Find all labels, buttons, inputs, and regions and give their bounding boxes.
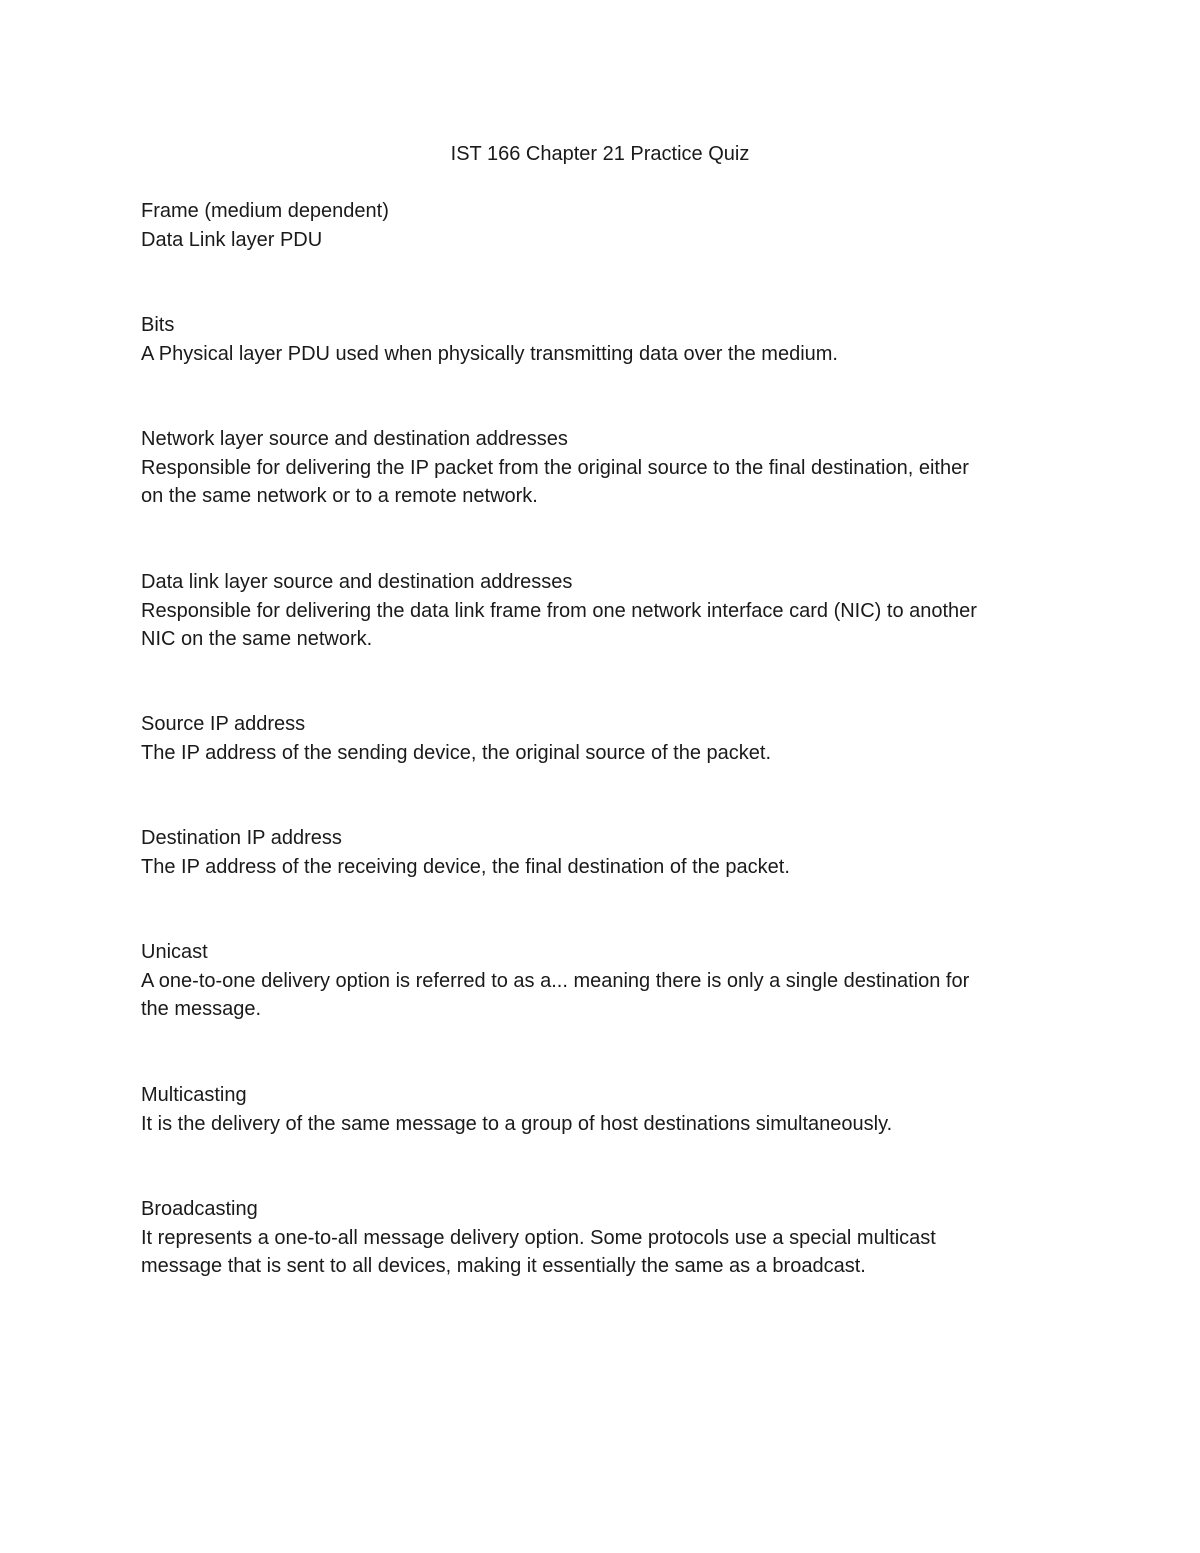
- entry-definition: It is the delivery of the same message to a group of host destinations simultaneously.: [141, 1112, 893, 1135]
- quiz-entry: [141, 824, 1061, 881]
- quiz-entry: [141, 311, 1061, 368]
- entry-term: Broadcasting: [141, 1198, 258, 1220]
- quiz-entry: [141, 1081, 1061, 1138]
- quiz-entry: [141, 197, 1061, 254]
- entry-definition: A one-to-one delivery option is referred to as a... meaning there is only a single destination for the message.: [141, 969, 970, 1021]
- quiz-entry: [141, 425, 1061, 511]
- entry-definition: A Physical layer PDU used when physically transmitting data over the medium.: [141, 342, 838, 365]
- quiz-entry: [141, 710, 1061, 767]
- entry-term: Data link layer source and destination addresses: [141, 571, 573, 593]
- quiz-entry: [141, 938, 1061, 1024]
- entry-definition: Responsible for delivering the data link frame from one network interface card (NIC) to another NIC on the same network.: [141, 599, 977, 651]
- entry-definition: The IP address of the receiving device, the final destination of the packet.: [141, 855, 790, 878]
- entry-term: Source IP address: [141, 713, 306, 735]
- entry-term: Frame (medium dependent): [141, 200, 389, 222]
- entry-term: Bits: [141, 314, 175, 336]
- entry-term: Network layer source and destination addresses: [141, 428, 568, 450]
- entry-definition: It represents a one-to-all message delivery option. Some protocols use a special multicast message that is sent to all devices, making it essentially the same as a broadcast.: [141, 1226, 936, 1278]
- entry-definition: Responsible for delivering the IP packet from the original source to the final destination, either on the same network or to a remote network.: [141, 456, 969, 508]
- entry-term: Multicasting: [141, 1084, 247, 1106]
- entry-definition: The IP address of the sending device, the original source of the packet.: [141, 741, 772, 764]
- entry-term: Destination IP address: [141, 827, 342, 849]
- quiz-entry: [141, 1195, 1061, 1281]
- entry-term: Unicast: [141, 941, 208, 963]
- quiz-entry: [141, 568, 1061, 654]
- document-title: IST 166 Chapter 21 Practice Quiz: [450, 143, 750, 165]
- entry-definition: Data Link layer PDU: [141, 228, 323, 251]
